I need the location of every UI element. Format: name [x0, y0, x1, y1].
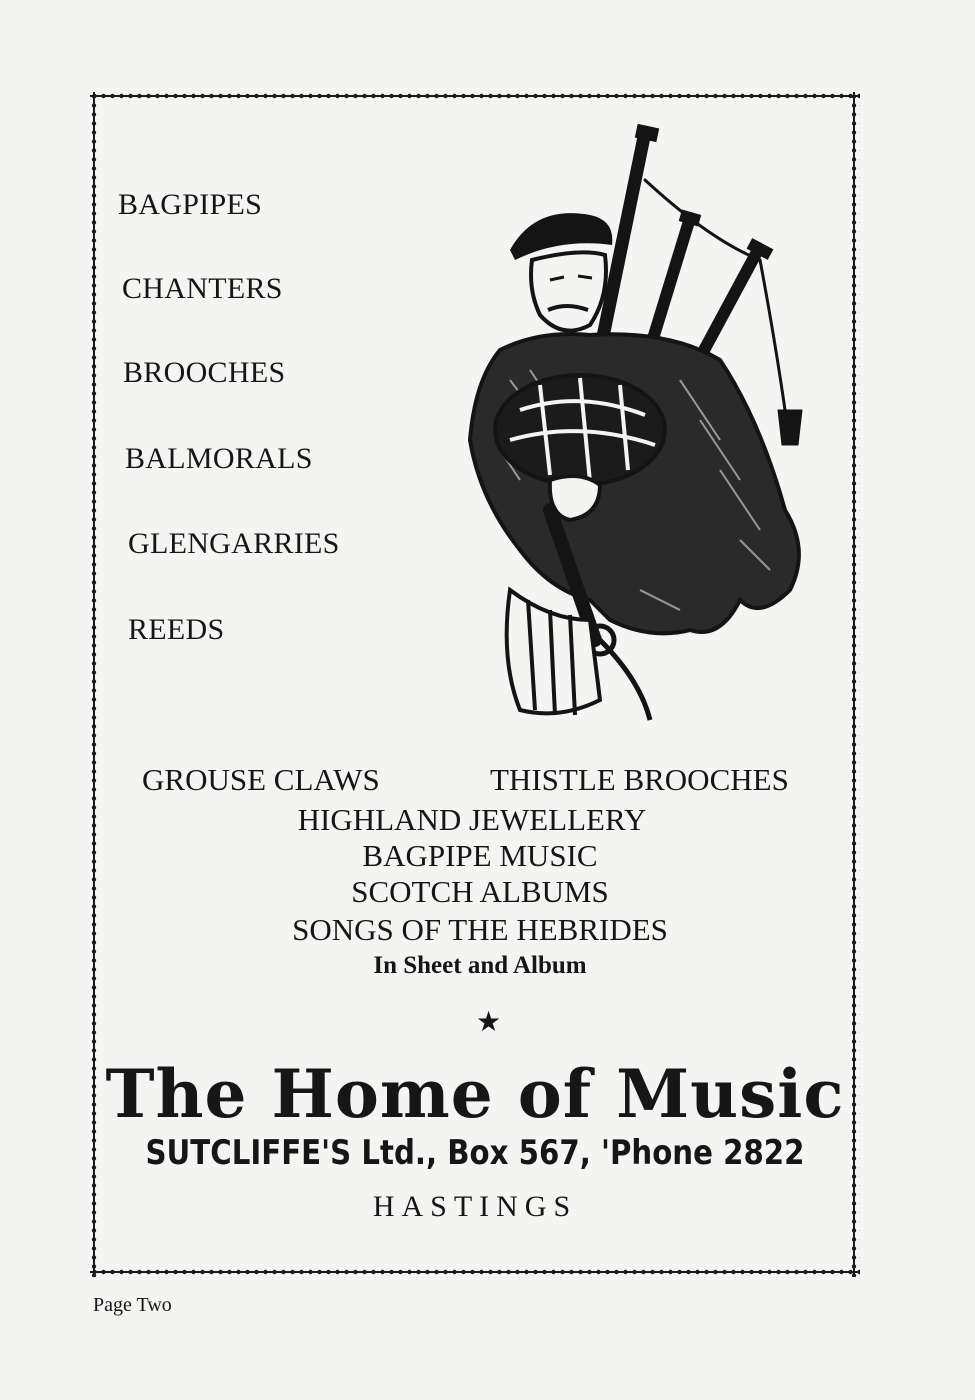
- star-icon: ★: [476, 1005, 502, 1038]
- business-address: SUTCLIFFE'S Ltd., Box 567, 'Phone 2822: [145, 1133, 805, 1173]
- merch-line: SCOTCH ALBUMS: [351, 874, 609, 909]
- product-item: BALMORALS: [125, 442, 313, 475]
- product-item: GLENGARRIES: [128, 527, 340, 560]
- merch-line: SONGS OF THE HEBRIDES: [292, 912, 668, 947]
- product-item: BROOCHES: [123, 356, 286, 389]
- town-name: HASTINGS: [372, 1190, 578, 1223]
- merch-line: BAGPIPE MUSIC: [362, 838, 598, 873]
- product-item: CHANTERS: [122, 272, 283, 305]
- bagpiper-illustration: [440, 120, 840, 740]
- format-note: In Sheet and Album: [373, 952, 587, 979]
- merch-line: HIGHLAND JEWELLERY: [297, 802, 647, 837]
- product-item: BAGPIPES: [118, 188, 263, 221]
- grouse-claws-text: GROUSE CLAWS: [142, 762, 380, 797]
- headline: The Home of Music: [105, 1055, 845, 1133]
- product-item: REEDS: [128, 613, 225, 646]
- thistle-brooches-text: THISTLE BROOCHES: [490, 762, 789, 797]
- page-number: Page Two: [93, 1294, 172, 1316]
